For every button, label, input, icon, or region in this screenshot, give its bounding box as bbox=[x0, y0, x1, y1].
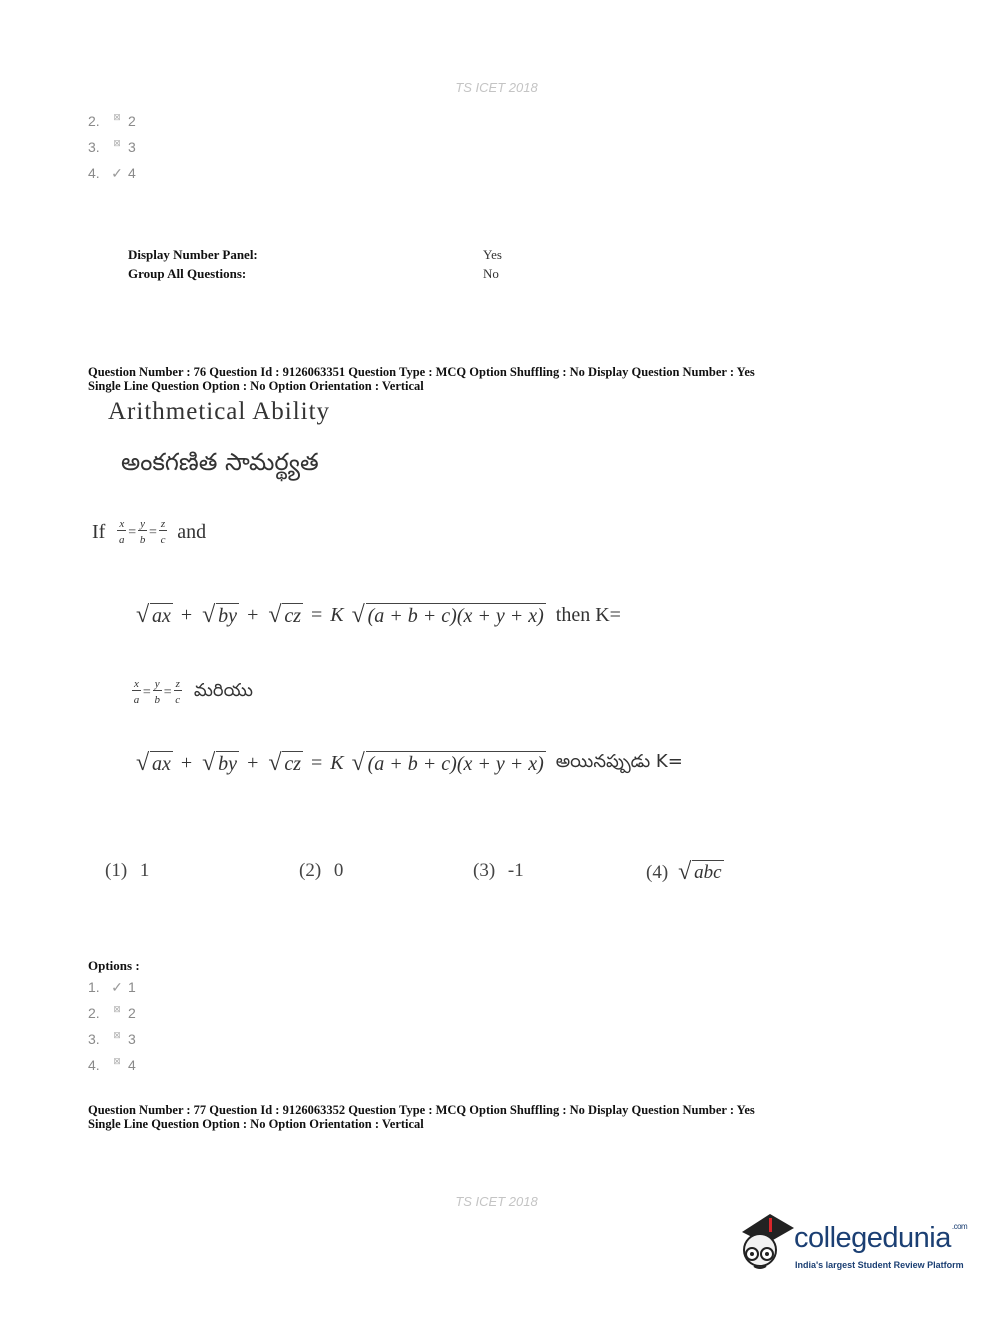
header-watermark: TS ICET 2018 bbox=[455, 80, 538, 95]
option-value: 4 bbox=[128, 165, 136, 181]
option-number: 4. bbox=[88, 1057, 100, 1073]
fraction-y-over-b: $\frac{y}{b}$ bbox=[154, 678, 160, 706]
choice-label: (3) bbox=[473, 860, 496, 881]
equation-english: √ ax + √ by + √ cz = K √ (a + b + c)(x + y + x) then K= bbox=[136, 602, 621, 628]
option-number: 1. bbox=[88, 979, 100, 995]
option-value: 2 bbox=[128, 1005, 136, 1021]
option-number: 4. bbox=[88, 165, 100, 181]
cross-icon: ⊠ bbox=[113, 1003, 121, 1014]
sqrt-product: √ (a + b + c)(x + y + x) bbox=[351, 602, 544, 628]
sqrt-cz: √ cz bbox=[268, 750, 302, 776]
choice-2 bbox=[299, 860, 343, 882]
display-number-panel-label: Display Number Panel: bbox=[128, 247, 258, 262]
telugu-then-text: అయినప్పుడు K= bbox=[555, 751, 683, 772]
choice-label: (4) bbox=[646, 861, 669, 883]
display-number-panel-value: Yes bbox=[483, 247, 502, 262]
choice-value: abc bbox=[694, 862, 722, 883]
logo-brand: collegedunia bbox=[794, 1222, 951, 1254]
question-condition-telugu: $\frac{x}{a}$ = $\frac{y}{b}$ = $\frac{z}{c}$ మరియు bbox=[133, 678, 253, 706]
choice-label: (1) bbox=[105, 860, 128, 881]
question-condition-english: If $\frac{x}{a}$ = $\frac{y}{b}$ = $\frac{z}{c}$ and bbox=[92, 518, 207, 546]
options-label: Options : bbox=[88, 958, 140, 973]
collegedunia-logo bbox=[736, 1210, 966, 1282]
question-77-header-line1: Question Number : 77 Question Id : 9126063352 Question Type : MCQ Option Shuffling : No Display Question Number : Yes bbox=[88, 1103, 755, 1117]
check-icon: ✓ bbox=[111, 164, 123, 181]
group-all-questions-value: No bbox=[483, 266, 499, 281]
choice-value: -1 bbox=[507, 860, 524, 881]
option-value: 3 bbox=[128, 1031, 136, 1047]
question-76-header-line2: Single Line Question Option : No Option Orientation : Vertical bbox=[88, 379, 424, 393]
then-text: then K= bbox=[555, 604, 621, 626]
cross-icon: ⊠ bbox=[113, 137, 121, 148]
choice-4 bbox=[646, 860, 724, 885]
footer-watermark: TS ICET 2018 bbox=[455, 1194, 538, 1209]
option-number: 3. bbox=[88, 139, 100, 155]
option-2 bbox=[88, 1003, 136, 1023]
choice-1 bbox=[105, 860, 149, 882]
mascot-icon bbox=[736, 1210, 796, 1280]
option-3 bbox=[88, 1029, 136, 1049]
sqrt-by: √ by bbox=[202, 750, 238, 776]
question-77-header-line2: Single Line Question Option : No Option Orientation : Vertical bbox=[88, 1117, 424, 1131]
check-icon: ✓ bbox=[111, 978, 123, 995]
and-text: and bbox=[177, 521, 207, 543]
option-4 bbox=[88, 1055, 136, 1075]
question-76-header-line1: Question Number : 76 Question Id : 9126063351 Question Type : MCQ Option Shuffling : No Display Question Number : Yes bbox=[88, 365, 755, 379]
cross-icon: ⊠ bbox=[113, 1055, 121, 1066]
group-all-questions-label: Group All Questions: bbox=[128, 266, 247, 281]
sqrt-ax: √ ax bbox=[136, 750, 171, 776]
prev-option-2 bbox=[88, 111, 136, 131]
fraction-y-over-b: $\frac{y}{b}$ bbox=[139, 518, 146, 546]
choice-label: (2) bbox=[299, 860, 322, 881]
section-title-telugu: అంకగణిత సామర్థ్యత bbox=[121, 448, 319, 476]
sqrt-abc: √ abc bbox=[678, 859, 722, 885]
option-number: 2. bbox=[88, 1005, 100, 1021]
fraction-x-over-a: $\frac{x}{a}$ bbox=[119, 518, 125, 546]
option-1 bbox=[88, 977, 136, 997]
fraction-z-over-c: $\frac{z}{c}$ bbox=[160, 518, 166, 546]
choice-3 bbox=[473, 860, 524, 882]
prev-option-3 bbox=[88, 137, 136, 157]
sqrt-product: √ (a + b + c)(x + y + x) bbox=[351, 750, 544, 776]
option-value: 4 bbox=[128, 1057, 136, 1073]
option-number: 2. bbox=[88, 113, 100, 129]
option-number: 3. bbox=[88, 1031, 100, 1047]
choice-value: 1 bbox=[139, 860, 150, 881]
cross-icon: ⊠ bbox=[113, 1029, 121, 1040]
sqrt-ax: √ ax bbox=[136, 602, 171, 628]
section-title: Arithmetical Ability bbox=[108, 398, 331, 425]
cross-icon: ⊠ bbox=[113, 111, 121, 122]
fraction-z-over-c: $\frac{z}{c}$ bbox=[175, 678, 181, 706]
option-value: 2 bbox=[128, 113, 136, 129]
telugu-and-text: మరియు bbox=[193, 680, 253, 701]
option-value: 3 bbox=[128, 139, 136, 155]
if-text: If bbox=[92, 521, 106, 543]
prev-option-4 bbox=[88, 163, 136, 183]
fraction-x-over-a: $\frac{x}{a}$ bbox=[133, 678, 140, 706]
logo-tagline: India's largest Student Review Platform bbox=[795, 1260, 964, 1270]
option-value: 1 bbox=[128, 979, 136, 995]
equation-telugu: √ ax + √ by + √ cz = K √ (a + b + c)(x + y + x) అయినప్పుడు K= bbox=[136, 750, 683, 776]
sqrt-by: √ by bbox=[202, 602, 238, 628]
logo-suffix: .com bbox=[951, 1222, 968, 1231]
sqrt-cz: √ cz bbox=[268, 602, 302, 628]
choice-value: 0 bbox=[333, 860, 344, 881]
